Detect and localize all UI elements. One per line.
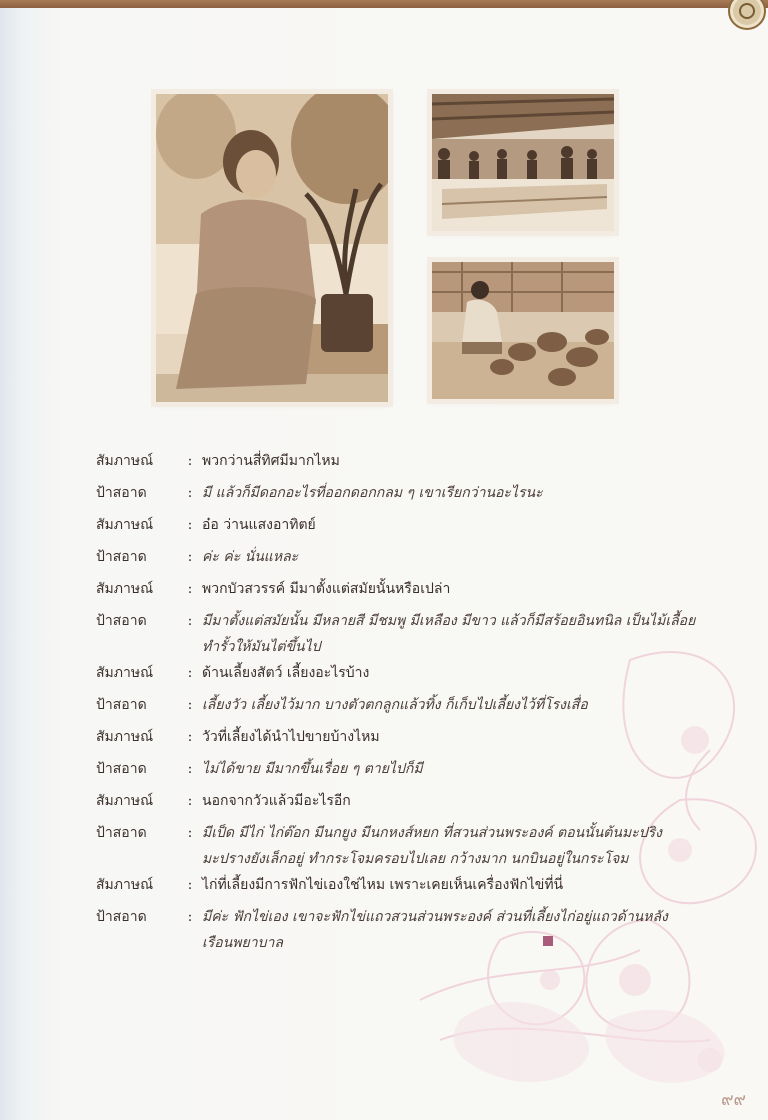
speaker-label: ป้าสอาด [96, 909, 147, 925]
speaker-label: สัมภาษณ์ [96, 453, 154, 469]
colon-separator: : [187, 517, 193, 533]
speaker-label: สัมภาษณ์ [96, 793, 154, 809]
colon-separator: : [187, 613, 193, 629]
colon-separator: : [187, 909, 193, 925]
dialogue-text: พวกว่านสี่ทิศมีมากไหม [202, 453, 340, 469]
colon-separator: : [187, 793, 193, 809]
dialogue-row [96, 480, 696, 512]
dialogue-row [96, 724, 696, 756]
photo-feeding-chickens [432, 262, 614, 399]
colon-separator: : [187, 761, 193, 777]
speaker-label: ป้าสอาด [96, 549, 147, 565]
end-of-section-mark [543, 936, 553, 946]
top-border-bar [0, 0, 768, 8]
speaker-label: ป้าสอาด [96, 761, 147, 777]
dialogue-row [96, 608, 696, 660]
dialogue-row [96, 872, 696, 904]
dialogue-row [96, 756, 696, 788]
colon-separator: : [187, 665, 193, 681]
colon-separator: : [187, 877, 193, 893]
corner-seal-emblem [728, 0, 766, 30]
speaker-label: ป้าสอาด [96, 825, 147, 841]
dialogue-text: ด้านเลี้ยงสัตว์ เลี้ยงอะไรบ้าง [202, 665, 370, 681]
dialogue-text: มีมาตั้งแต่สมัยนั้น มีหลายสี มีชมพู มีเหลือง มีขาว แล้วก็มีสร้อยอินทนิล เป็นไม้เลื้อย ทำรั้วให้มันไต่ขึ้นไป [202, 613, 696, 655]
dialogue-row [96, 660, 696, 692]
dialogue-row [96, 788, 696, 820]
interview-dialogue [96, 448, 696, 956]
dialogue-text: มีเป็ด มีไก่ ไก่ต๊อก มีนกยูง มีนกหงส์หยก ที่สวนส่วนพระองค์ ตอนนั้นต้นมะปริงมะปรางยังเล็กอยู่ ทำกระโจมครอบไปเลย กว้างมาก นกบินอยู่ในกระโจม [202, 825, 662, 867]
dialogue-text: อ๋อ ว่านแสงอาทิตย์ [202, 517, 316, 533]
dialogue-row [96, 576, 696, 608]
dialogue-text: เลี้ยงวัว เลี้ยงไว้มาก บางตัวตกลูกแล้วทิ้ง ก็เก็บไปเลี้ยงไว้ที่โรงเสื่อ [202, 697, 588, 713]
dialogue-row [96, 692, 696, 724]
dialogue-text: ไก่ที่เลี้ยงมีการฟักไข่เองใช่ไหม เพราะเคยเห็นเครื่องฟักไข่ที่นี่ [202, 877, 564, 893]
page-number: ๙๙ [721, 1090, 746, 1110]
speaker-label: ป้าสอาด [96, 485, 147, 501]
speaker-label: ป้าสอาด [96, 613, 147, 629]
dialogue-text: วัวที่เลี้ยงได้นำไปขายบ้างไหม [202, 729, 380, 745]
dialogue-text: นอกจากวัวแล้วมีอะไรอีก [202, 793, 351, 809]
dialogue-row [96, 448, 696, 480]
colon-separator: : [187, 549, 193, 565]
speaker-label: ป้าสอาด [96, 697, 147, 713]
dialogue-text: มี แล้วก็มีดอกอะไรที่ออกดอกกลม ๆ เขาเรียกว่านอะไรนะ [202, 485, 543, 501]
dialogue-text: ไม่ได้ขาย มีมากขึ้นเรื่อย ๆ ตายไปก็มี [202, 761, 423, 777]
dialogue-text [202, 904, 696, 956]
dialogue-text: ค่ะ ค่ะ นั่นแหละ [202, 549, 299, 565]
colon-separator: : [187, 729, 193, 745]
photo-woman-with-plant [156, 94, 388, 402]
dialogue-text-content: มีค่ะ ฟักไข่เอง เขาจะฟักไข่แถวสวนส่วนพระองค์ ส่วนที่เลี้ยงไก่อยู่แถวด้านหลังเรือนพยาบาล [202, 909, 668, 951]
dialogue-text: พวกบัวสวรรค์ มีมาตั้งแต่สมัยนั้นหรือเปล่า [202, 581, 451, 597]
colon-separator: : [187, 581, 193, 597]
speaker-label: สัมภาษณ์ [96, 665, 154, 681]
colon-separator: : [187, 453, 193, 469]
dialogue-row [96, 544, 696, 576]
speaker-label: สัมภาษณ์ [96, 729, 154, 745]
colon-separator: : [187, 485, 193, 501]
colon-separator: : [187, 697, 193, 713]
speaker-label: สัมภาษณ์ [96, 517, 154, 533]
dialogue-row [96, 820, 696, 872]
colon-separator: : [187, 825, 193, 841]
dialogue-row [96, 512, 696, 544]
photo-group-in-barn [432, 94, 614, 231]
speaker-label: สัมภาษณ์ [96, 581, 154, 597]
dialogue-row [96, 904, 696, 956]
speaker-label: สัมภาษณ์ [96, 877, 154, 893]
